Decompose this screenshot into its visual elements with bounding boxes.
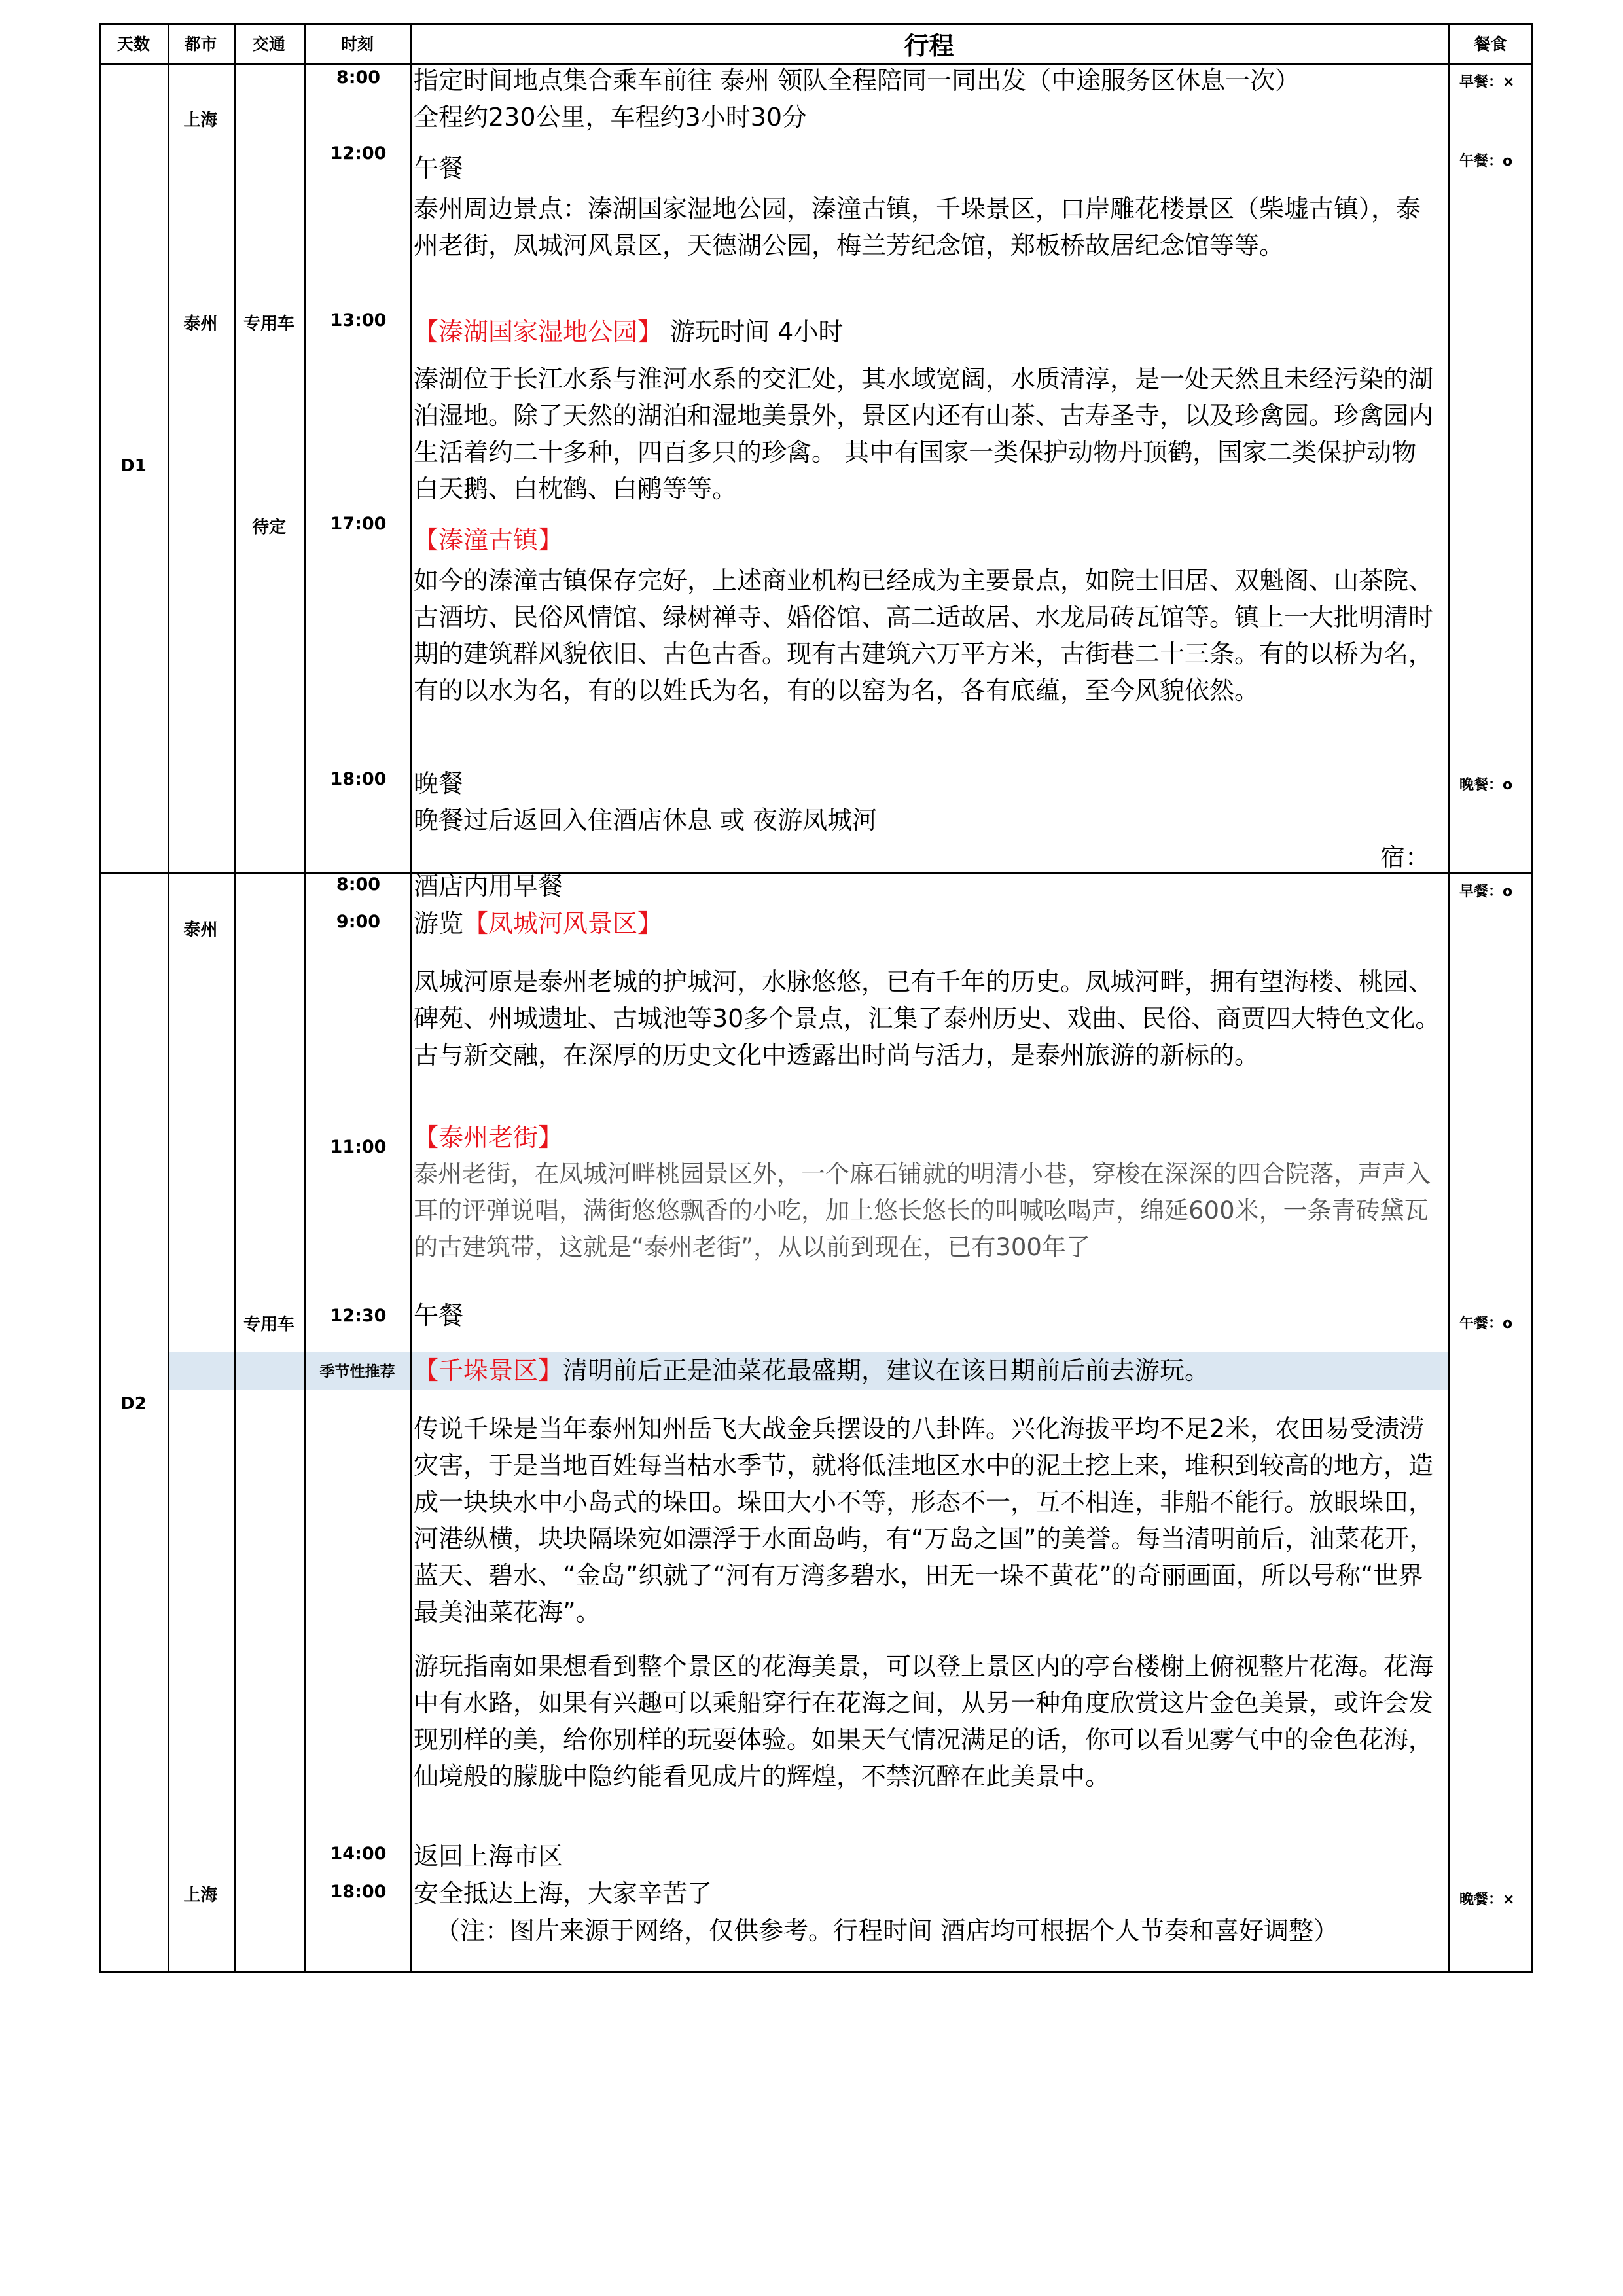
column-divider: [410, 23, 412, 1973]
header-day: 天数: [116, 35, 150, 54]
qinhu-description: 溱湖位于长江水系与淮河水系的交汇处，其水域宽阔，水质清淳，是一处天然且未经污染的湖泊湿地。除了天然的湖泊和湿地美景外，景区内还有山茶、古寿圣寺，以及珍禽园。珍禽园内生活着约二十多种，四百多只的珍禽。 其中有国家一类保护动物丹顶鹤，国家二类保护动物白天鹅、白枕鹤、白鹇等等。: [414, 365, 1434, 503]
time-slot: 12:30: [330, 1306, 387, 1326]
qinhu-heading: [414, 314, 1441, 350]
header-itinerary: 行程: [904, 31, 954, 60]
time-slot: 17:00: [330, 514, 387, 534]
tour-heading: [414, 905, 1441, 942]
header-time: 时刻: [340, 35, 374, 54]
transport-label: 专用车: [243, 314, 294, 334]
fengcheng-description: 凤城河原是泰州老城的护城河，水脉悠悠，已有千年的历史。凤城河畔，拥有望海楼、桃园、碑苑、州城遗址、古城池等30多个景点，汇集了泰州历史、戏曲、民俗、商贾四大特色文化。古与新交融，在深厚的历史文化中透露出时尚与活力，是泰州旅游的新标的。: [414, 967, 1440, 1069]
meal-dinner: 晚餐：×: [1459, 1892, 1515, 1908]
laojie-title: 【泰州老街】: [414, 1123, 563, 1152]
qianduo-heading: [414, 1352, 1441, 1389]
transport-label: 待定: [251, 518, 286, 537]
tour-prefix: 游览: [414, 909, 464, 938]
meal-lunch: 午餐：o: [1459, 153, 1513, 170]
fengcheng-title: 【凤城河风景区】: [463, 909, 663, 938]
transport-label: 专用车: [243, 1315, 294, 1335]
season-label: 季节性推荐: [319, 1363, 395, 1380]
qianduo-title: 【千垛景区】: [414, 1356, 563, 1385]
time-slot: 9:00: [336, 912, 381, 932]
lunch-text: 午餐: [414, 154, 464, 183]
nearby-attractions-text: 泰州周边景点：溱湖国家湿地公园，溱潼古镇，千垛景区，口岸雕花楼景区（柴墟古镇），泰州老街，凤城河风景区，天德湖公园，梅兰芳纪念馆，郑板桥故居纪念馆等等。: [414, 194, 1421, 260]
dinner-text: 晚餐 晚餐过后返回入住酒店休息 或 夜游凤城河: [414, 769, 878, 834]
stay-label: 宿：: [1380, 843, 1430, 872]
city-label: 泰州: [183, 314, 218, 334]
column-divider: [1448, 23, 1450, 1973]
qinhu-duration: 游玩时间 4小时: [662, 317, 844, 346]
arrive-text: 安全抵达上海，大家辛苦了: [414, 1879, 713, 1908]
qintong-title: 【溱潼古镇】: [414, 526, 563, 554]
breakfast-text: 酒店内用早餐: [414, 872, 563, 901]
return-text: 返回上海市区: [414, 1842, 563, 1871]
header-transport: 交通: [252, 35, 285, 54]
time-slot: 11:00: [330, 1137, 387, 1157]
column-divider: [304, 23, 306, 1973]
city-label: 泰州: [183, 920, 218, 940]
city-label: 上海: [183, 111, 218, 130]
footnote-text: （注：图片来源于网络，仅供参考。行程时间 酒店均可根据个人节奏和喜好调整）: [435, 1916, 1339, 1945]
city-label: 上海: [183, 1886, 218, 1905]
time-slot: 14:00: [330, 1844, 387, 1864]
day-label-d2: D2: [120, 1394, 147, 1414]
meal-breakfast: 早餐：×: [1459, 74, 1515, 90]
time-slot: 12:00: [330, 143, 387, 164]
header-meals: 餐食: [1474, 35, 1507, 54]
meal-lunch: 午餐：o: [1459, 1316, 1513, 1332]
depart-text: 指定时间地点集合乘车前往 泰州 领队全程陪同一同出发（中途服务区休息一次） 全程约230公里，车程约3小时30分: [414, 66, 1300, 132]
time-slot: 18:00: [330, 1882, 387, 1902]
qianduo-description: 传说千垛是当年泰州知州岳飞大战金兵摆设的八卦阵。兴化海拔平均不足2米，农田易受渍涝灾害，于是当地百姓每当枯水季节，就将低洼地区水中的泥土挖上来，堆积到较高的地方，造成一块块水中小岛式的垛田。垛田大小不等，形态不一，互不相连，非船不能行。放眼垛田，河港纵横，块块隔垛宛如漂浮于水面岛屿，有“万岛之国”的美誉。每当清明前后，油菜花开，蓝天、碧水、“金岛”织就了“河有万湾多碧水，田无一垛不黄花”的奇丽画面，所以号称“世界最美油菜花海”。: [414, 1414, 1435, 1626]
time-slot: 8:00: [336, 874, 381, 895]
header-city: 都市: [184, 35, 217, 54]
qianduo-note: 清明前后正是油菜花最盛期，建议在该日期前后前去游玩。: [563, 1356, 1210, 1385]
time-slot: 13:00: [330, 310, 387, 331]
time-slot: 8:00: [336, 67, 381, 88]
laojie-description: 泰州老街，在凤城河畔桃园景区外，一个麻石铺就的明清小巷，穿梭在深深的四合院落，声声入耳的评弹说唱，满街悠悠飘香的小吃，加上悠长悠长的叫喊吆喝声，绵延600米，一条青砖黛瓦的古建筑带，这就是“泰州老街”，从以前到现在，已有300年了: [414, 1160, 1431, 1261]
time-slot: 18:00: [330, 769, 387, 789]
qinhu-title: 【溱湖国家湿地公园】: [414, 317, 663, 346]
meal-dinner: 晚餐：o: [1459, 777, 1513, 793]
lunch-text: 午餐: [414, 1301, 464, 1330]
qintong-description: 如今的溱潼古镇保存完好，上述商业机构已经成为主要景点，如院士旧居、双魁阁、山茶院、古酒坊、民俗风情馆、绿树禅寺、婚俗馆、高二适故居、水龙局砖瓦馆等。镇上一大批明清时期的建筑群风貌依旧、古色古香。现有古建筑六万平方米，古街巷二十三条。有的以桥为名，有的以水为名，有的以姓氏为名，有的以窑为名，各有底蕴，至今风貌依然。: [414, 566, 1434, 705]
meal-breakfast: 早餐：o: [1459, 884, 1513, 900]
guide-text: 游玩指南如果想看到整个景区的花海美景，可以登上景区内的亭台楼榭上俯视整片花海。花海中有水路，如果有兴趣可以乘船穿行在花海之间，从另一种角度欣赏这片金色美景，或许会发现别样的美，给你别样的玩耍体验。如果天气情况满足的话，你可以看见雾气中的金色花海，仙境般的朦胧中隐约能看见成片的辉煌，不禁沉醉在此美景中。: [414, 1652, 1434, 1791]
day-label-d1: D1: [120, 456, 147, 476]
